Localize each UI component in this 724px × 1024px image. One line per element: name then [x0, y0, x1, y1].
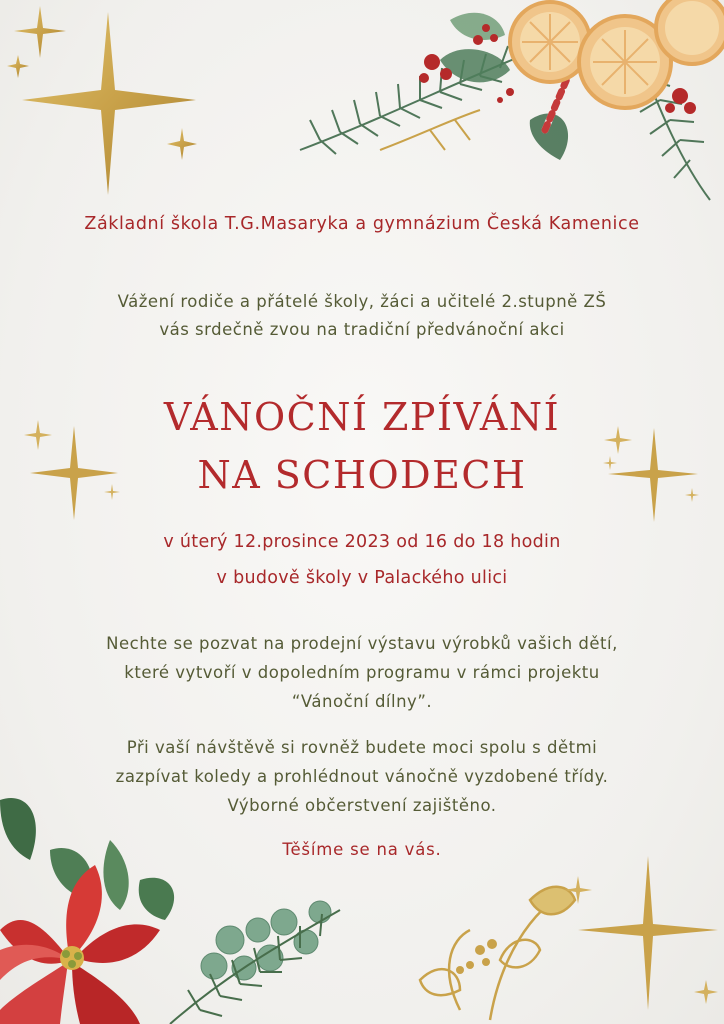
school-name: Základní škola T.G.Masaryka a gymnázium Česká Kamenice	[84, 214, 640, 234]
event-place: v budově školy v Palackého ulici	[216, 568, 508, 588]
orange-slice-icon	[656, 0, 724, 64]
gold-foliage-bottom-right	[400, 840, 724, 1024]
visit-paragraph	[0, 733, 724, 820]
eucalyptus-icon	[201, 901, 331, 980]
event-date: v úterý 12.prosince 2023 od 16 do 18 hodin	[163, 532, 561, 552]
small-star-icon	[7, 55, 29, 78]
big-star-icon	[22, 12, 196, 195]
small-star-icon	[694, 980, 718, 1004]
closing-line: Těšíme se na vás.	[282, 840, 442, 859]
title-line: NA SCHODECH	[197, 453, 527, 497]
gold-stars-top-left	[0, 0, 220, 210]
intro-line: Vážení rodiče a přátelé školy, žáci a učitelé 2.stupně ZŠ	[117, 292, 607, 311]
invitation-intro	[0, 288, 724, 344]
paragraph-line: zazpívat koledy a prohlédnout vánočně vyzdobené třídy.	[115, 767, 609, 786]
title-line: VÁNOČNÍ ZPÍVÁNÍ	[163, 395, 561, 439]
gold-leaf-icon	[420, 887, 575, 1020]
exhibition-paragraph	[0, 629, 724, 716]
poinsettia-icon	[0, 865, 160, 1024]
paragraph-line: Nechte se pozvat na prodejní výstavu výrobků vašich dětí,	[106, 634, 618, 653]
paragraph-line: které vytvoří v dopoledním programu v rámci projektu	[124, 663, 600, 682]
intro-line: vás srdečně zvou na tradiční předvánoční akci	[159, 320, 565, 339]
event-title	[0, 388, 724, 504]
gold-berries-icon	[456, 939, 497, 974]
greenery-top-right	[260, 0, 724, 220]
paragraph-line: Při vaší návštěvě si rovněž budete moci spolu s dětmi	[126, 738, 598, 757]
small-star-icon	[14, 6, 66, 58]
big-star-icon	[578, 856, 718, 1010]
small-star-icon	[167, 128, 197, 160]
paragraph-line: “Vánoční dílny”.	[291, 692, 433, 711]
paragraph-line: Výborné občerstvení zajištěno.	[227, 796, 497, 815]
